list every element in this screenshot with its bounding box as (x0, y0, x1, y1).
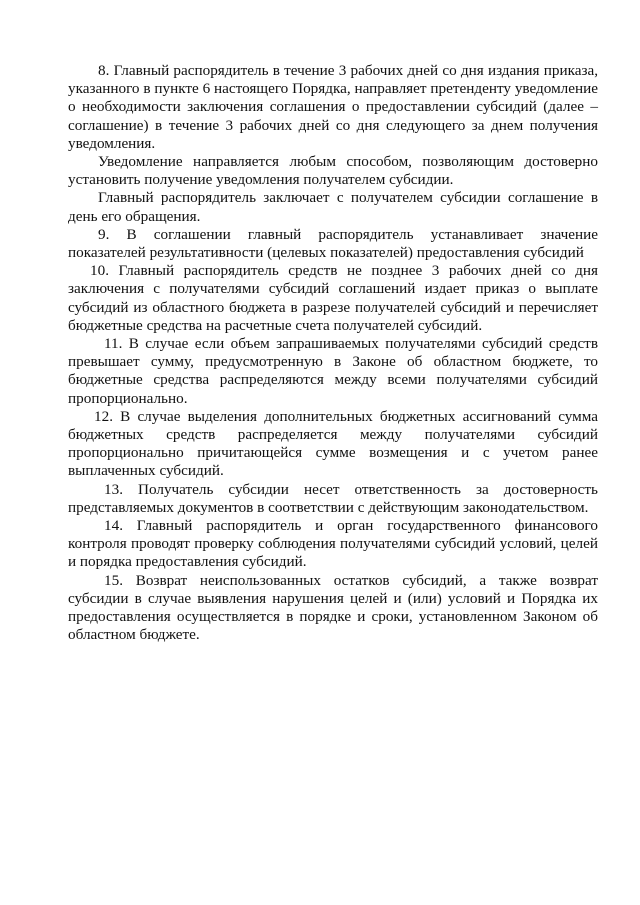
paragraph-notification-method: Уведомление направляется любым способом, позволяющим достоверно установить получение уведомления получателем субсидии. (68, 153, 598, 189)
paragraph-11: 11. В случае если объем запрашиваемых получателями субсидий средств превышает сумму, предусмотренную в Законе об областном бюджете, то бюджетные средства распределяются между всеми получателями субсидий пропорционально. (68, 335, 598, 407)
paragraph-12: 12. В случае выделения дополнительных бюджетных ассигнований сумма бюджетных средств распределяется между получателями субсидий пропорционально причитающейся сумме возмещения и с учетом ранее выплаченных субсидий. (68, 407, 598, 480)
paragraph-10: 10. Главный распорядитель средств не позднее 3 рабочих дней со дня заключения с получателями субсидий соглашений издает приказ о выплате субсидий из областного бюджета в разрезе получателей субсидий и перечисляет бюджетные средства на расчетные счета получателей субсидий. (68, 262, 598, 334)
paragraph-9: 9. В соглашении главный распорядитель устанавливает значение показателей результативности (целевых показателей) предоставления субсидий (68, 225, 598, 262)
paragraph-8: 8. Главный распорядитель в течение 3 рабочих дней со дня издания приказа, указанного в пункте 6 настоящего Порядка, направляет претенденту уведомление о необходимости заключения соглашения о предоставлении субсидий (далее – соглашение) в течение 3 рабочих дней со дня следующего за днем получения уведомления. (68, 62, 598, 152)
paragraph-14: 14. Главный распорядитель и орган государственного финансового контроля проводят проверку соблюдения получателями субсидий условий, целей и порядка предоставления субсидий. (68, 517, 598, 571)
paragraph-15: 15. Возврат неиспользованных остатков субсидий, а также возврат субсидии в случае выявления нарушения целей и (или) условий и Порядка их предоставления осуществляется в порядке и сроки, установленном Законом об областном бюджете. (68, 571, 598, 644)
paragraph-agreement-conclusion: Главный распорядитель заключает с получателем субсидии соглашение в день его обращения. (68, 189, 598, 225)
document-body (68, 62, 598, 645)
paragraph-13: 13. Получатель субсидии несет ответственность за достоверность представляемых документов в соответствии с действующим законодательством. (68, 480, 598, 516)
